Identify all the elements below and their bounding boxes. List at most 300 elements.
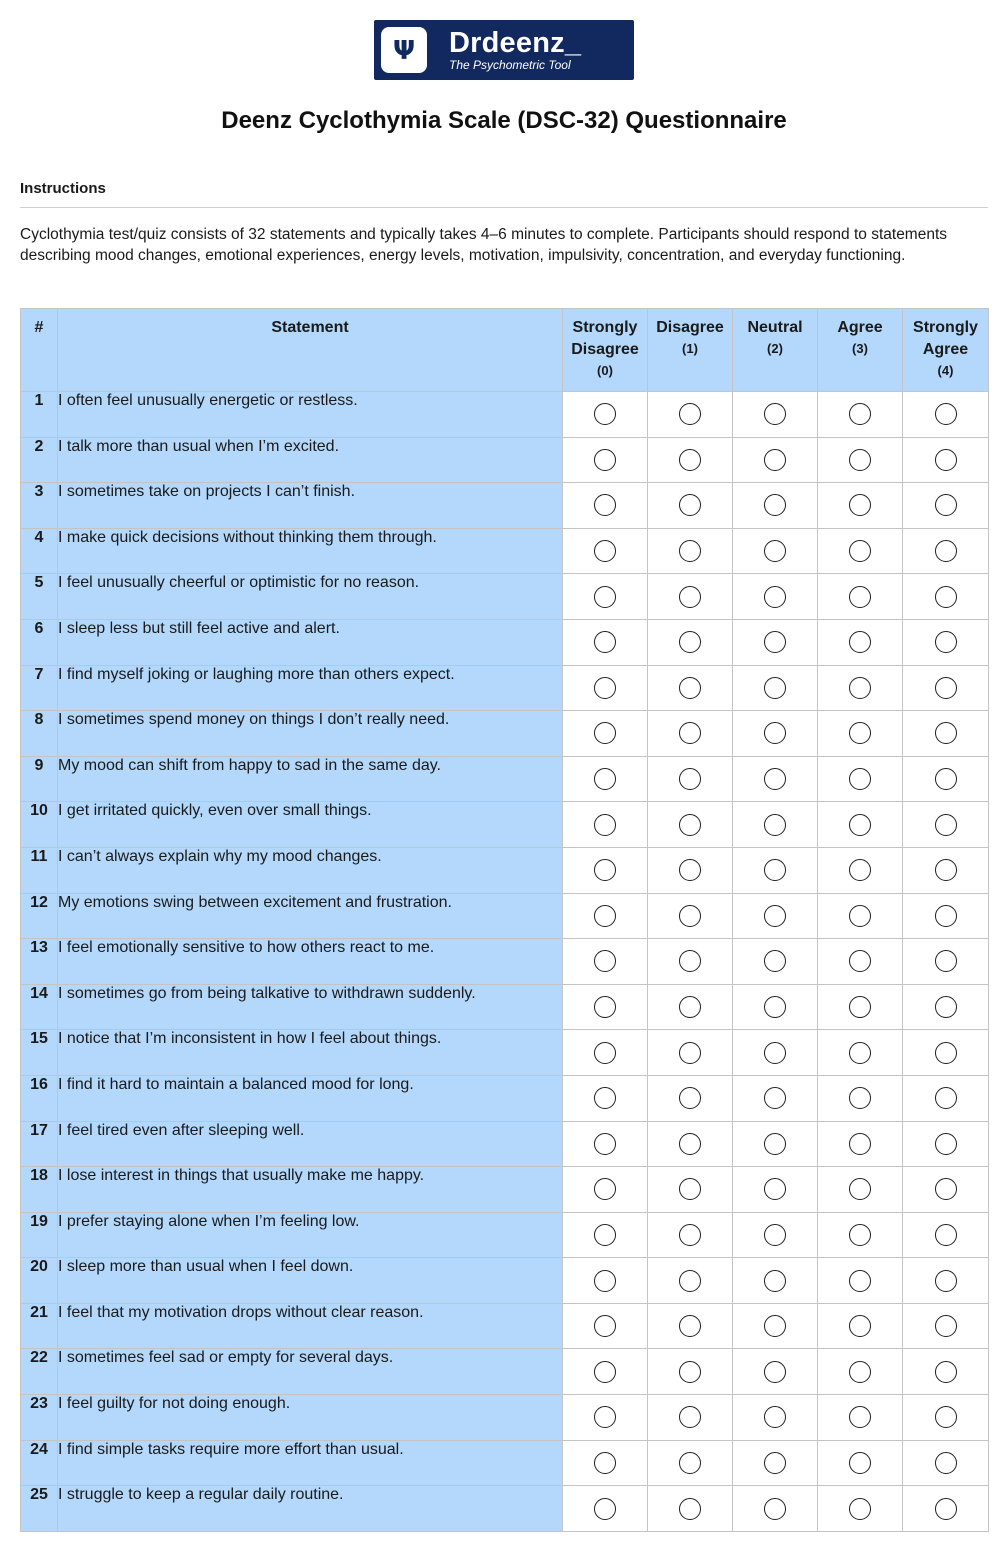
question-number: 17 [21, 1121, 58, 1167]
radio-agree[interactable] [849, 905, 871, 927]
radio-strongly-agree[interactable] [935, 1133, 957, 1155]
radio-neutral[interactable] [764, 586, 786, 608]
radio-strongly-agree[interactable] [935, 1178, 957, 1200]
radio-strongly-agree[interactable] [935, 494, 957, 516]
table-row [21, 1212, 989, 1258]
answer-cell-agree [818, 528, 903, 574]
radio-strongly-agree[interactable] [935, 1042, 957, 1064]
radio-agree[interactable] [849, 1315, 871, 1337]
radio-neutral[interactable] [764, 1178, 786, 1200]
option-label: Strongly Disagree [571, 319, 639, 358]
table-row [21, 574, 989, 620]
answer-cell-disagree [648, 1486, 733, 1532]
radio-strongly-agree[interactable] [935, 1087, 957, 1109]
radio-strongly-agree[interactable] [935, 1361, 957, 1383]
instructions-divider [20, 207, 988, 208]
radio-agree[interactable] [849, 950, 871, 972]
table-row [21, 1395, 989, 1441]
radio-disagree[interactable] [679, 1270, 701, 1292]
radio-disagree[interactable] [679, 1224, 701, 1246]
radio-disagree[interactable] [679, 814, 701, 836]
radio-neutral[interactable] [764, 1315, 786, 1337]
svg-text:Ψ: Ψ [392, 36, 416, 66]
answer-cell-disagree [648, 483, 733, 529]
answer-cell-strongly-agree [903, 1258, 989, 1304]
answer-cell-strongly-disagree [563, 619, 648, 665]
radio-agree[interactable] [849, 1178, 871, 1200]
question-statement: I sometimes feel sad or empty for several days. [58, 1349, 563, 1395]
question-statement: I get irritated quickly, even over small things. [58, 802, 563, 848]
answer-cell-strongly-agree [903, 437, 989, 483]
radio-neutral[interactable] [764, 1270, 786, 1292]
radio-strongly-disagree[interactable] [594, 1315, 616, 1337]
question-statement: I often feel unusually energetic or restless. [58, 392, 563, 438]
answer-cell-strongly-agree [903, 1030, 989, 1076]
questionnaire-body [21, 392, 989, 1532]
radio-strongly-disagree[interactable] [594, 1087, 616, 1109]
radio-neutral[interactable] [764, 859, 786, 881]
answer-cell-strongly-agree [903, 1349, 989, 1395]
radio-strongly-agree[interactable] [935, 1315, 957, 1337]
question-number: 3 [21, 483, 58, 529]
radio-strongly-disagree[interactable] [594, 859, 616, 881]
question-statement: I sometimes take on projects I can’t finish. [58, 483, 563, 529]
radio-agree[interactable] [849, 586, 871, 608]
radio-neutral[interactable] [764, 1087, 786, 1109]
radio-disagree[interactable] [679, 950, 701, 972]
question-number: 15 [21, 1030, 58, 1076]
instructions-heading: Instructions [20, 180, 106, 197]
radio-strongly-disagree[interactable] [594, 1224, 616, 1246]
radio-neutral[interactable] [764, 768, 786, 790]
radio-agree[interactable] [849, 814, 871, 836]
question-statement: I sometimes spend money on things I don’t really need. [58, 711, 563, 757]
radio-disagree[interactable] [679, 494, 701, 516]
answer-cell-disagree [648, 1212, 733, 1258]
radio-strongly-disagree[interactable] [594, 1498, 616, 1520]
question-statement: I make quick decisions without thinking them through. [58, 528, 563, 574]
question-number: 22 [21, 1349, 58, 1395]
question-statement: I feel tired even after sleeping well. [58, 1121, 563, 1167]
radio-disagree[interactable] [679, 859, 701, 881]
answer-cell-strongly-agree [903, 1075, 989, 1121]
radio-agree[interactable] [849, 768, 871, 790]
question-statement: My emotions swing between excitement and frustration. [58, 893, 563, 939]
radio-agree[interactable] [849, 677, 871, 699]
answer-cell-neutral [733, 574, 818, 620]
question-statement: I feel unusually cheerful or optimistic for no reason. [58, 574, 563, 620]
table-row [21, 1121, 989, 1167]
radio-neutral[interactable] [764, 494, 786, 516]
answer-cell-strongly-disagree [563, 939, 648, 985]
answer-cell-strongly-agree [903, 1486, 989, 1532]
answer-cell-neutral [733, 392, 818, 438]
table-row [21, 483, 989, 529]
question-number: 23 [21, 1395, 58, 1441]
option-code: (3) [852, 341, 868, 356]
radio-strongly-agree[interactable] [935, 631, 957, 653]
radio-agree[interactable] [849, 1498, 871, 1520]
radio-disagree[interactable] [679, 1315, 701, 1337]
answer-cell-neutral [733, 1075, 818, 1121]
radio-strongly-disagree[interactable] [594, 403, 616, 425]
radio-strongly-agree[interactable] [935, 768, 957, 790]
table-row [21, 1258, 989, 1304]
answer-cell-strongly-agree [903, 574, 989, 620]
answer-cell-neutral [733, 711, 818, 757]
radio-strongly-agree[interactable] [935, 1452, 957, 1474]
answer-cell-strongly-disagree [563, 392, 648, 438]
answer-cell-strongly-disagree [563, 1121, 648, 1167]
radio-strongly-agree[interactable] [935, 540, 957, 562]
answer-cell-agree [818, 802, 903, 848]
radio-strongly-agree[interactable] [935, 1224, 957, 1246]
radio-disagree[interactable] [679, 677, 701, 699]
radio-strongly-agree[interactable] [935, 814, 957, 836]
radio-strongly-disagree[interactable] [594, 677, 616, 699]
radio-strongly-disagree[interactable] [594, 1178, 616, 1200]
question-number: 1 [21, 392, 58, 438]
radio-agree[interactable] [849, 540, 871, 562]
option-code: (0) [597, 363, 613, 378]
question-number: 11 [21, 847, 58, 893]
radio-strongly-disagree[interactable] [594, 494, 616, 516]
column-header-neutral [733, 309, 818, 392]
radio-disagree[interactable] [679, 631, 701, 653]
answer-cell-strongly-agree [903, 893, 989, 939]
answer-cell-agree [818, 1303, 903, 1349]
radio-agree[interactable] [849, 449, 871, 471]
radio-disagree[interactable] [679, 1042, 701, 1064]
radio-strongly-agree[interactable] [935, 403, 957, 425]
answer-cell-agree [818, 1212, 903, 1258]
answer-cell-strongly-agree [903, 1395, 989, 1441]
table-row [21, 711, 989, 757]
radio-disagree[interactable] [679, 1406, 701, 1428]
radio-neutral[interactable] [764, 677, 786, 699]
question-number: 4 [21, 528, 58, 574]
brand-tagline: The Psychometric Tool [449, 58, 571, 72]
radio-neutral[interactable] [764, 1042, 786, 1064]
radio-neutral[interactable] [764, 1361, 786, 1383]
radio-disagree[interactable] [679, 449, 701, 471]
page-title: Deenz Cyclothymia Scale (DSC-32) Questionnaire [221, 107, 787, 134]
option-code: (2) [767, 341, 783, 356]
answer-cell-disagree [648, 1167, 733, 1213]
table-row [21, 1030, 989, 1076]
answer-cell-agree [818, 1030, 903, 1076]
answer-cell-strongly-disagree [563, 847, 648, 893]
table-row [21, 392, 989, 438]
table-row [21, 1167, 989, 1213]
answer-cell-neutral [733, 528, 818, 574]
instructions-text: Cyclothymia test/quiz consists of 32 statements and typically takes 4–6 minutes to complete. Participants should respond to statements describing mood changes, emotional experiences, energy levels, motivation, impulsivity, concentration, and everyday functioning. [20, 226, 948, 264]
radio-neutral[interactable] [764, 950, 786, 972]
table-row [21, 1440, 989, 1486]
answer-cell-agree [818, 939, 903, 985]
answer-cell-disagree [648, 1075, 733, 1121]
radio-neutral[interactable] [764, 1133, 786, 1155]
question-number: 14 [21, 984, 58, 1030]
question-statement: I struggle to keep a regular daily routine. [58, 1486, 563, 1532]
answer-cell-agree [818, 1440, 903, 1486]
table-row [21, 1349, 989, 1395]
radio-disagree[interactable] [679, 1087, 701, 1109]
radio-neutral[interactable] [764, 905, 786, 927]
question-number: 9 [21, 756, 58, 802]
table-row [21, 1303, 989, 1349]
question-statement: I notice that I’m inconsistent in how I feel about things. [58, 1030, 563, 1076]
question-statement: My mood can shift from happy to sad in the same day. [58, 756, 563, 802]
column-header-statement: Statement [58, 309, 563, 392]
radio-disagree[interactable] [679, 403, 701, 425]
radio-disagree[interactable] [679, 1361, 701, 1383]
radio-agree[interactable] [849, 631, 871, 653]
radio-neutral[interactable] [764, 1406, 786, 1428]
answer-cell-agree [818, 847, 903, 893]
table-row [21, 802, 989, 848]
radio-strongly-agree[interactable] [935, 722, 957, 744]
answer-cell-disagree [648, 1303, 733, 1349]
answer-cell-strongly-disagree [563, 665, 648, 711]
radio-agree[interactable] [849, 996, 871, 1018]
radio-strongly-disagree[interactable] [594, 1270, 616, 1292]
answer-cell-neutral [733, 1303, 818, 1349]
radio-agree[interactable] [849, 1133, 871, 1155]
answer-cell-agree [818, 893, 903, 939]
answer-cell-agree [818, 984, 903, 1030]
radio-strongly-disagree[interactable] [594, 768, 616, 790]
option-code: (1) [682, 341, 698, 356]
question-statement: I lose interest in things that usually make me happy. [58, 1167, 563, 1213]
radio-strongly-agree[interactable] [935, 996, 957, 1018]
answer-cell-neutral [733, 1486, 818, 1532]
question-statement: I prefer staying alone when I’m feeling low. [58, 1212, 563, 1258]
answer-cell-neutral [733, 1121, 818, 1167]
question-number: 13 [21, 939, 58, 985]
answer-cell-strongly-disagree [563, 1349, 648, 1395]
radio-neutral[interactable] [764, 403, 786, 425]
answer-cell-strongly-disagree [563, 528, 648, 574]
radio-agree[interactable] [849, 1224, 871, 1246]
question-number: 20 [21, 1258, 58, 1304]
answer-cell-strongly-disagree [563, 1167, 648, 1213]
radio-neutral[interactable] [764, 449, 786, 471]
answer-cell-agree [818, 1075, 903, 1121]
table-row [21, 847, 989, 893]
answer-cell-neutral [733, 893, 818, 939]
radio-strongly-agree[interactable] [935, 677, 957, 699]
radio-agree[interactable] [849, 1406, 871, 1428]
radio-disagree[interactable] [679, 905, 701, 927]
table-row [21, 1486, 989, 1532]
answer-cell-disagree [648, 802, 733, 848]
radio-agree[interactable] [849, 1087, 871, 1109]
answer-cell-disagree [648, 984, 733, 1030]
radio-strongly-disagree[interactable] [594, 1406, 616, 1428]
radio-agree[interactable] [849, 1452, 871, 1474]
radio-agree[interactable] [849, 859, 871, 881]
radio-strongly-disagree[interactable] [594, 950, 616, 972]
answer-cell-agree [818, 1349, 903, 1395]
radio-agree[interactable] [849, 1042, 871, 1064]
radio-strongly-disagree[interactable] [594, 631, 616, 653]
answer-cell-neutral [733, 1212, 818, 1258]
radio-disagree[interactable] [679, 1133, 701, 1155]
radio-disagree[interactable] [679, 540, 701, 562]
answer-cell-strongly-disagree [563, 574, 648, 620]
question-number: 25 [21, 1486, 58, 1532]
radio-strongly-agree[interactable] [935, 905, 957, 927]
question-number: 16 [21, 1075, 58, 1121]
answer-cell-agree [818, 665, 903, 711]
radio-neutral[interactable] [764, 722, 786, 744]
answer-cell-strongly-agree [903, 392, 989, 438]
answer-cell-strongly-disagree [563, 1030, 648, 1076]
question-number: 19 [21, 1212, 58, 1258]
answer-cell-agree [818, 1258, 903, 1304]
question-number: 12 [21, 893, 58, 939]
radio-strongly-disagree[interactable] [594, 586, 616, 608]
table-row [21, 939, 989, 985]
answer-cell-agree [818, 1167, 903, 1213]
radio-disagree[interactable] [679, 586, 701, 608]
radio-strongly-agree[interactable] [935, 1270, 957, 1292]
radio-strongly-disagree[interactable] [594, 996, 616, 1018]
answer-cell-disagree [648, 437, 733, 483]
answer-cell-strongly-agree [903, 1121, 989, 1167]
radio-neutral[interactable] [764, 1224, 786, 1246]
answer-cell-strongly-agree [903, 756, 989, 802]
radio-agree[interactable] [849, 722, 871, 744]
answer-cell-neutral [733, 619, 818, 665]
radio-strongly-agree[interactable] [935, 1406, 957, 1428]
answer-cell-agree [818, 711, 903, 757]
radio-agree[interactable] [849, 494, 871, 516]
answer-cell-strongly-disagree [563, 483, 648, 529]
brand-logo [374, 20, 634, 80]
radio-disagree[interactable] [679, 996, 701, 1018]
radio-disagree[interactable] [679, 1178, 701, 1200]
question-statement: I can’t always explain why my mood changes. [58, 847, 563, 893]
question-number: 6 [21, 619, 58, 665]
option-label: Neutral [747, 319, 803, 336]
question-number: 8 [21, 711, 58, 757]
option-label: Strongly Agree [913, 319, 978, 358]
question-statement: I feel emotionally sensitive to how others react to me. [58, 939, 563, 985]
radio-strongly-disagree[interactable] [594, 449, 616, 471]
radio-neutral[interactable] [764, 540, 786, 562]
answer-cell-disagree [648, 1030, 733, 1076]
radio-disagree[interactable] [679, 722, 701, 744]
answer-cell-agree [818, 574, 903, 620]
radio-strongly-agree[interactable] [935, 586, 957, 608]
option-label: Disagree [656, 319, 724, 336]
answer-cell-strongly-agree [903, 665, 989, 711]
answer-cell-neutral [733, 1440, 818, 1486]
table-row [21, 665, 989, 711]
radio-strongly-disagree[interactable] [594, 1133, 616, 1155]
radio-strongly-disagree[interactable] [594, 722, 616, 744]
radio-strongly-disagree[interactable] [594, 540, 616, 562]
answer-cell-strongly-disagree [563, 1486, 648, 1532]
question-statement: I find it hard to maintain a balanced mood for long. [58, 1075, 563, 1121]
question-statement: I feel that my motivation drops without clear reason. [58, 1303, 563, 1349]
question-statement: I sleep less but still feel active and alert. [58, 619, 563, 665]
answer-cell-strongly-disagree [563, 1258, 648, 1304]
answer-cell-strongly-disagree [563, 1395, 648, 1441]
radio-agree[interactable] [849, 403, 871, 425]
radio-strongly-disagree[interactable] [594, 1452, 616, 1474]
answer-cell-strongly-disagree [563, 1212, 648, 1258]
table-row [21, 528, 989, 574]
radio-neutral[interactable] [764, 996, 786, 1018]
answer-cell-agree [818, 619, 903, 665]
answer-cell-neutral [733, 665, 818, 711]
answer-cell-agree [818, 392, 903, 438]
radio-strongly-disagree[interactable] [594, 814, 616, 836]
answer-cell-strongly-disagree [563, 1440, 648, 1486]
radio-strongly-agree[interactable] [935, 950, 957, 972]
answer-cell-strongly-agree [903, 619, 989, 665]
radio-agree[interactable] [849, 1270, 871, 1292]
radio-disagree[interactable] [679, 1452, 701, 1474]
questionnaire-table [20, 308, 989, 1532]
answer-cell-strongly-agree [903, 847, 989, 893]
answer-cell-agree [818, 1395, 903, 1441]
radio-neutral[interactable] [764, 814, 786, 836]
radio-strongly-agree[interactable] [935, 859, 957, 881]
question-statement: I find myself joking or laughing more than others expect. [58, 665, 563, 711]
answer-cell-disagree [648, 1440, 733, 1486]
radio-neutral[interactable] [764, 631, 786, 653]
answer-cell-neutral [733, 1395, 818, 1441]
answer-cell-agree [818, 756, 903, 802]
answer-cell-neutral [733, 1167, 818, 1213]
question-number: 7 [21, 665, 58, 711]
answer-cell-agree [818, 1121, 903, 1167]
radio-strongly-disagree[interactable] [594, 905, 616, 927]
radio-disagree[interactable] [679, 768, 701, 790]
table-row [21, 756, 989, 802]
answer-cell-disagree [648, 528, 733, 574]
question-statement: I sometimes go from being talkative to withdrawn suddenly. [58, 984, 563, 1030]
answer-cell-strongly-disagree [563, 1303, 648, 1349]
answer-cell-strongly-disagree [563, 984, 648, 1030]
table-header-row [21, 309, 989, 392]
answer-cell-disagree [648, 574, 733, 620]
answer-cell-disagree [648, 756, 733, 802]
answer-cell-strongly-agree [903, 1167, 989, 1213]
brand-name: Drdeenz_ [449, 27, 582, 59]
radio-strongly-disagree[interactable] [594, 1042, 616, 1064]
answer-cell-strongly-agree [903, 1212, 989, 1258]
question-statement: I sleep more than usual when I feel down. [58, 1258, 563, 1304]
answer-cell-disagree [648, 1395, 733, 1441]
answer-cell-neutral [733, 847, 818, 893]
radio-neutral[interactable] [764, 1498, 786, 1520]
answer-cell-neutral [733, 939, 818, 985]
radio-neutral[interactable] [764, 1452, 786, 1474]
radio-strongly-agree[interactable] [935, 449, 957, 471]
radio-disagree[interactable] [679, 1498, 701, 1520]
table-row [21, 1075, 989, 1121]
radio-agree[interactable] [849, 1361, 871, 1383]
radio-strongly-disagree[interactable] [594, 1361, 616, 1383]
radio-strongly-agree[interactable] [935, 1498, 957, 1520]
answer-cell-disagree [648, 665, 733, 711]
answer-cell-disagree [648, 1121, 733, 1167]
